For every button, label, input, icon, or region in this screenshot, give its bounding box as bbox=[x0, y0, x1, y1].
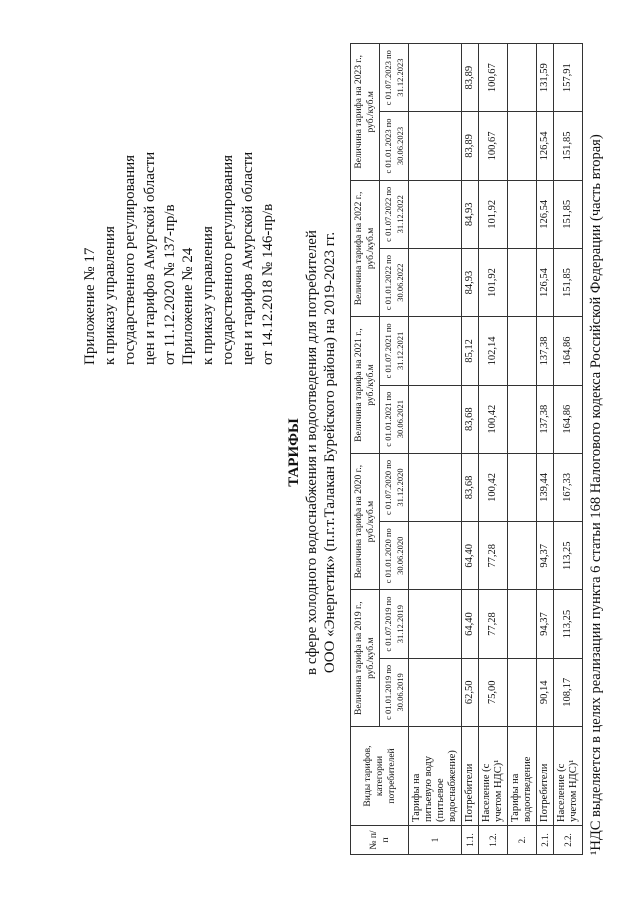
header-year-2021: Величина тарифа на 2021 г., руб./куб.м bbox=[351, 317, 380, 454]
tariff-value-cell: 100,67 bbox=[479, 112, 508, 180]
tariff-value-cell bbox=[508, 590, 537, 658]
tariff-value-cell: 151,85 bbox=[554, 248, 583, 316]
table-row bbox=[554, 44, 583, 855]
title-heading: ТАРИФЫ bbox=[286, 418, 302, 487]
tariff-value-cell: 83,68 bbox=[462, 453, 479, 521]
tariff-value-cell: 100,67 bbox=[479, 44, 508, 112]
header-period: с 01.01.2019 по 30.06.2019 bbox=[380, 658, 409, 726]
tariff-value-cell bbox=[409, 317, 462, 385]
tariff-value-cell: 151,85 bbox=[554, 112, 583, 180]
table-section-row bbox=[409, 44, 462, 855]
appendix-original-reference bbox=[178, 152, 278, 365]
appendix-line: цен и тарифов Амурской области bbox=[142, 151, 158, 365]
table-section-row bbox=[508, 44, 537, 855]
tariff-value-cell bbox=[409, 44, 462, 112]
row-category: Население (с учетом НДС)¹ bbox=[479, 727, 508, 826]
appendix-line: государственного регулирования bbox=[220, 154, 236, 365]
appendix-line: от 14.12.2018 № 146-пр/в bbox=[260, 203, 276, 365]
tariff-value-cell bbox=[508, 248, 537, 316]
table-row bbox=[479, 44, 508, 855]
tariff-value-cell bbox=[508, 522, 537, 590]
tariff-value-cell bbox=[409, 248, 462, 316]
appendix-line: цен и тарифов Амурской области bbox=[240, 151, 256, 365]
header-period: с 01.01.2021 по 30.06.2021 bbox=[380, 385, 409, 453]
header-period: с 01.07.2019 по 31.12.2019 bbox=[380, 590, 409, 658]
tariff-value-cell: 137,38 bbox=[537, 317, 554, 385]
tariff-value-cell: 126,54 bbox=[537, 112, 554, 180]
tariff-value-cell: 85,12 bbox=[462, 317, 479, 385]
tariff-value-cell: 75,00 bbox=[479, 658, 508, 726]
row-category: Тарифы на водоотведение bbox=[508, 727, 537, 826]
tariff-value-cell: 64,40 bbox=[462, 590, 479, 658]
tariff-value-cell bbox=[508, 180, 537, 248]
header-year-2022: Величина тарифа на 2022 г., руб./куб.м bbox=[351, 180, 380, 317]
tariff-value-cell bbox=[409, 522, 462, 590]
tariff-value-cell: 151,85 bbox=[554, 180, 583, 248]
tariff-value-cell bbox=[508, 317, 537, 385]
tariff-value-cell: 113,25 bbox=[554, 522, 583, 590]
title-line: в сфере холодного водоснабжения и водоотведения для потребителей bbox=[304, 230, 320, 675]
tariff-value-cell: 77,28 bbox=[479, 522, 508, 590]
tariff-value-cell: 167,33 bbox=[554, 453, 583, 521]
tariff-value-cell bbox=[409, 385, 462, 453]
tariff-value-cell: 84,93 bbox=[462, 248, 479, 316]
tariff-value-cell: 100,42 bbox=[479, 453, 508, 521]
row-number: 1.2. bbox=[479, 826, 508, 855]
footnote: ¹НДС выделяется в целях реализации пункта 6 статьи 168 Налогового кодекса Российской Федерации (часть вторая) bbox=[588, 134, 604, 855]
tariff-value-cell: 126,54 bbox=[537, 180, 554, 248]
tariff-value-cell: 83,89 bbox=[462, 44, 479, 112]
row-category: Тарифы на питьевую воду (питьевое водоснабжение) bbox=[409, 727, 462, 826]
tariff-value-cell: 164,86 bbox=[554, 317, 583, 385]
tariff-value-cell: 94,37 bbox=[537, 522, 554, 590]
tariff-value-cell bbox=[508, 453, 537, 521]
row-number: 2.1. bbox=[537, 826, 554, 855]
tariff-value-cell: 157,91 bbox=[554, 44, 583, 112]
appendix-line: Приложение № 17 bbox=[82, 247, 98, 365]
appendix-line: Приложение № 24 bbox=[180, 247, 196, 365]
tariff-value-cell bbox=[508, 385, 537, 453]
table-row bbox=[462, 44, 479, 855]
header-number: № п/п bbox=[351, 826, 409, 855]
tariff-table bbox=[350, 43, 583, 855]
tariff-value-cell bbox=[508, 658, 537, 726]
tariff-value-cell bbox=[409, 453, 462, 521]
tariff-value-cell: 131,59 bbox=[537, 44, 554, 112]
tariff-value-cell: 164,86 bbox=[554, 385, 583, 453]
tariff-value-cell: 101,92 bbox=[479, 180, 508, 248]
tariff-value-cell: 101,92 bbox=[479, 248, 508, 316]
header-period: с 01.07.2022 по 31.12.2022 bbox=[380, 180, 409, 248]
tariff-value-cell: 126,54 bbox=[537, 248, 554, 316]
tariff-value-cell: 62,50 bbox=[462, 658, 479, 726]
appendix-line: к приказу управления bbox=[102, 226, 118, 365]
tariff-value-cell bbox=[409, 180, 462, 248]
header-year-2019: Величина тарифа на 2019 г., руб./куб.м bbox=[351, 590, 380, 727]
tariff-value-cell: 83,89 bbox=[462, 112, 479, 180]
header-tariff-type: Виды тарифов, категории потребителей bbox=[351, 727, 409, 826]
title-line: ООО «Энергетик» (п.г.т.Талакан Бурейского района) на 2019-2023 гг. bbox=[322, 231, 338, 674]
row-category: Потребители bbox=[462, 727, 479, 826]
header-period: с 01.01.2022 по 30.06.2022 bbox=[380, 248, 409, 316]
appendix-current-reference bbox=[80, 152, 180, 365]
tariff-value-cell: 84,93 bbox=[462, 180, 479, 248]
appendix-line: государственного регулирования bbox=[122, 154, 138, 365]
table-row bbox=[537, 44, 554, 855]
tariff-value-cell: 113,25 bbox=[554, 590, 583, 658]
header-period: с 01.07.2021 по 31.12.2021 bbox=[380, 317, 409, 385]
table-body bbox=[409, 44, 583, 855]
header-year-2020: Величина тарифа на 2020 г., руб./куб.м bbox=[351, 453, 380, 590]
header-period: с 01.01.2020 по 30.06.2020 bbox=[380, 522, 409, 590]
tariff-value-cell bbox=[409, 112, 462, 180]
row-number: 2. bbox=[508, 826, 537, 855]
header-period: с 01.07.2023 по 31.12.2023 bbox=[380, 44, 409, 112]
tariff-value-cell: 90,14 bbox=[537, 658, 554, 726]
header-period: с 01.07.2020 по 31.12.2020 bbox=[380, 453, 409, 521]
tariff-value-cell: 77,28 bbox=[479, 590, 508, 658]
tariff-value-cell: 139,44 bbox=[537, 453, 554, 521]
document-title bbox=[285, 0, 339, 905]
row-number: 1 bbox=[409, 826, 462, 855]
row-number: 2.2. bbox=[554, 826, 583, 855]
row-number: 1.1. bbox=[462, 826, 479, 855]
row-category: Население (с учетом НДС)¹ bbox=[554, 727, 583, 826]
row-category: Потребители bbox=[537, 727, 554, 826]
appendix-line: от 11.12.2020 № 137-пр/в bbox=[162, 204, 178, 365]
tariff-value-cell: 64,40 bbox=[462, 522, 479, 590]
tariff-value-cell bbox=[508, 112, 537, 180]
tariff-value-cell: 137,38 bbox=[537, 385, 554, 453]
header-period: с 01.01.2023 по 30.06.2023 bbox=[380, 112, 409, 180]
tariff-value-cell: 83,68 bbox=[462, 385, 479, 453]
tariff-value-cell: 100,42 bbox=[479, 385, 508, 453]
tariff-value-cell: 108,17 bbox=[554, 658, 583, 726]
tariff-value-cell bbox=[409, 590, 462, 658]
tariff-value-cell: 94,37 bbox=[537, 590, 554, 658]
tariff-value-cell bbox=[508, 44, 537, 112]
tariff-value-cell: 102,14 bbox=[479, 317, 508, 385]
header-year-2023: Величина тарифа на 2023 г., руб./куб.м bbox=[351, 44, 380, 181]
appendix-line: к приказу управления bbox=[200, 226, 216, 365]
tariff-value-cell bbox=[409, 658, 462, 726]
